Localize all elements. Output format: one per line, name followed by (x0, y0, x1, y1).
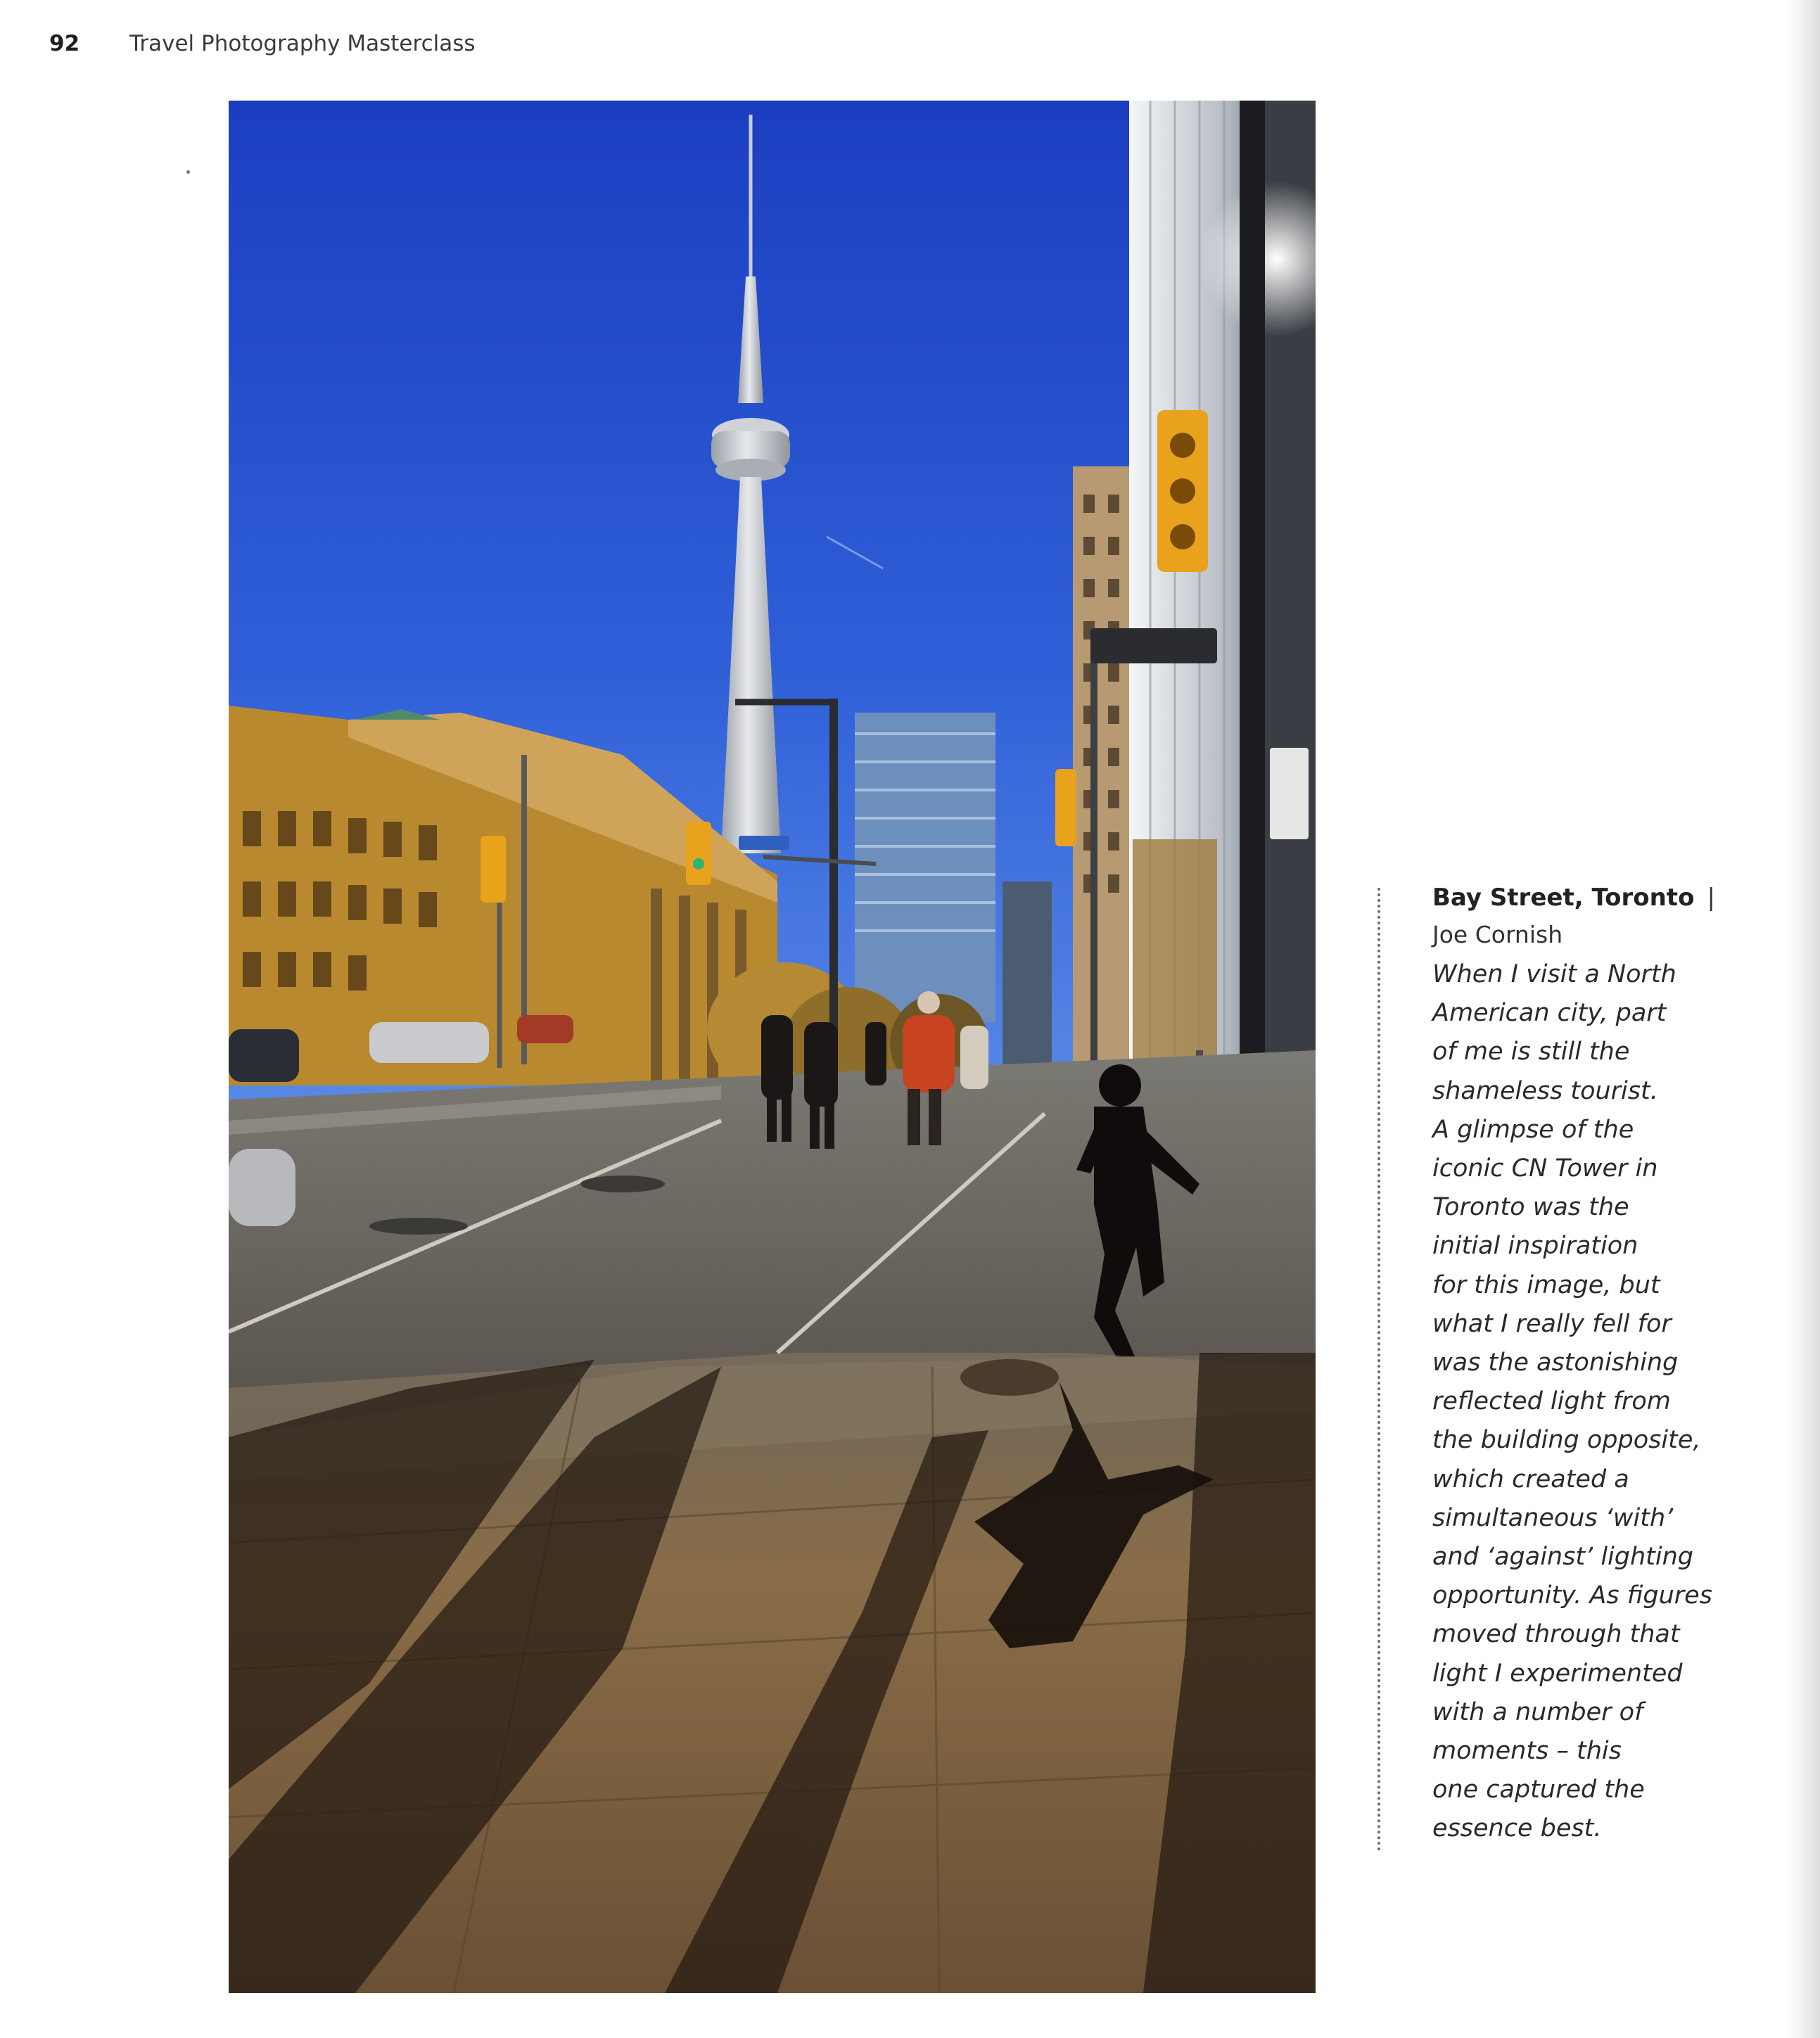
title-separator: | (1707, 884, 1715, 912)
caption-title: Bay Street, Toronto | (1432, 884, 1715, 912)
caption-author: Joe Cornish (1432, 921, 1563, 948)
caption-line: for this image, but (1432, 1270, 1660, 1299)
caption-line: iconic CN Tower in (1432, 1154, 1658, 1183)
photo-caption (1432, 879, 1763, 1849)
caption-line: reflected light from (1432, 1387, 1671, 1416)
page-gutter-shadow (1786, 0, 1820, 2038)
caption-line: When I visit a North (1432, 960, 1676, 988)
caption-line: American city, part (1432, 999, 1667, 1028)
caption-line: which created a (1432, 1465, 1629, 1494)
caption-line: what I really fell for (1432, 1309, 1672, 1338)
caption-line: A glimpse of the (1432, 1115, 1634, 1144)
caption-line: light I experimented (1432, 1659, 1683, 1688)
caption-line: the building opposite, (1432, 1426, 1701, 1455)
caption-line: with a number of (1432, 1698, 1643, 1726)
caption-line: was the astonishing (1432, 1349, 1679, 1377)
caption-line: moments – this (1432, 1737, 1622, 1766)
caption-line: Toronto was the (1432, 1193, 1629, 1222)
running-title: Travel Photography Masterclass (129, 31, 476, 56)
caption-line: and ‘against’ lighting (1432, 1543, 1694, 1572)
caption-line: one captured the (1432, 1776, 1645, 1804)
caption-line: moved through that (1432, 1620, 1680, 1649)
photograph-bay-street (229, 101, 1316, 1993)
caption-line: essence best. (1432, 1814, 1602, 1843)
caption-dotted-rule (1377, 888, 1380, 1852)
page-number: 92 (49, 31, 80, 56)
caption-body (1432, 955, 1763, 1849)
caption-line: shameless tourist. (1432, 1076, 1658, 1105)
print-speck (186, 170, 190, 174)
caption-line: initial inspiration (1432, 1232, 1638, 1261)
caption-line: of me is still the (1432, 1038, 1630, 1066)
caption-line: simultaneous ‘with’ (1432, 1503, 1674, 1532)
caption-line: opportunity. As figures (1432, 1581, 1712, 1610)
